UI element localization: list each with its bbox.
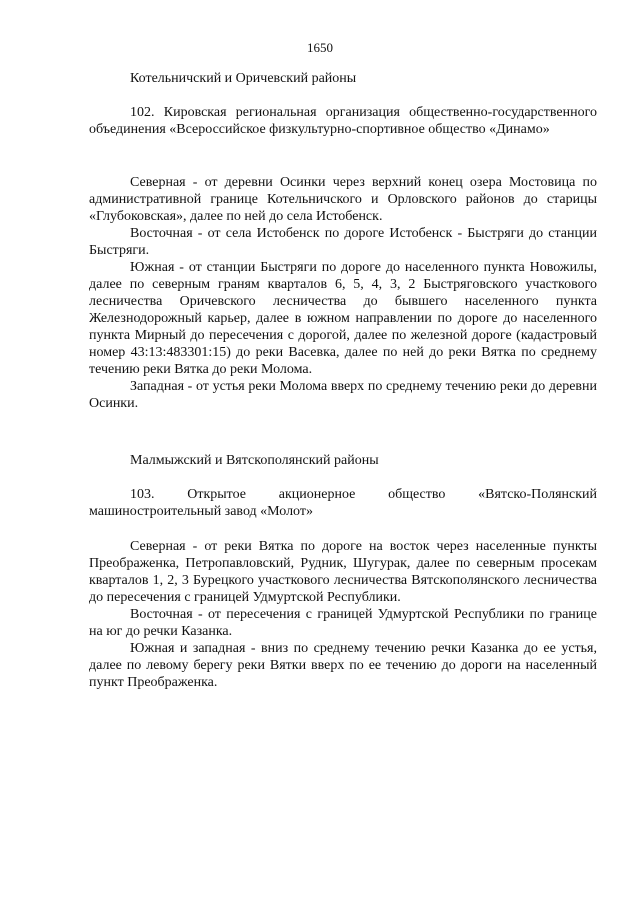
org-number: 103.	[130, 487, 155, 502]
org-name: Открытое акционерное общество «Вятско-Полянский машиностроительный завод «Молот»	[89, 487, 598, 519]
borders-block-2	[89, 538, 597, 691]
org-name: Кировская региональная организация общественно-государственного объединения «Всероссийское физкультурно-спортивное общество «Динамо»	[89, 105, 597, 137]
border-east: Восточная - от села Истобенск по дороге Истобенск - Быстряги до станции Быстряги.	[89, 226, 597, 258]
org-entry-1	[89, 104, 597, 138]
borders-block-1	[89, 174, 597, 412]
page-number: 1650	[307, 40, 333, 55]
border-north: Северная - от реки Вятка по дороге на восток через населенные пункты Преображенка, Петропавловский, Рудник, Шугурак, далее по северным просекам кварталов 1, 2, 3 Бурецкого участкового лесничества Вятскополянского лесничества до пересечения с границей Удмуртской Республики.	[89, 539, 597, 605]
district-heading-2: Малмыжский и Вятскополянский районы	[130, 453, 379, 468]
border-south: Южная - от станции Быстряги по дороге до населенного пункта Новожилы, далее по северным граням кварталов 6, 5, 4, 3, 2 Быстрягoвского участкового лесничества Оричевского лесничества до бывшего населенного пункта Железнодорожный карьер, далее в южном направлении по дороге до населенного пункта Мирный до пересечения с дорогой, далее по железной дороге (кадастровый номер 43:13:483301:15) до реки Васевка, далее по ней до реки Вятка по среднему течению реки Вятка до реки Молома.	[89, 260, 597, 377]
border-east: Восточная - от пересечения с границей Удмуртской Республики по границе на юг до речки Казанка.	[89, 607, 597, 639]
org-number: 102.	[130, 105, 155, 120]
border-west: Западная - от устья реки Молома вверх по среднему течению реки до деревни Осинки.	[89, 379, 597, 411]
border-south-west: Южная и западная - вниз по среднему течению речки Казанка до ее устья, далее по левому берегу реки Вятки вверх по ее течению до дороги на населенный пункт Преображенка.	[89, 641, 597, 690]
district-heading-1: Котельничский и Оричевский районы	[130, 71, 357, 86]
border-north: Северная - от деревни Осинки через верхний конец озера Мостовица по административной границе Котельничского и Орловского районов до старицы «Глубоковская», далее по ней до села Истобенск.	[89, 175, 597, 224]
org-entry-2	[89, 486, 597, 520]
